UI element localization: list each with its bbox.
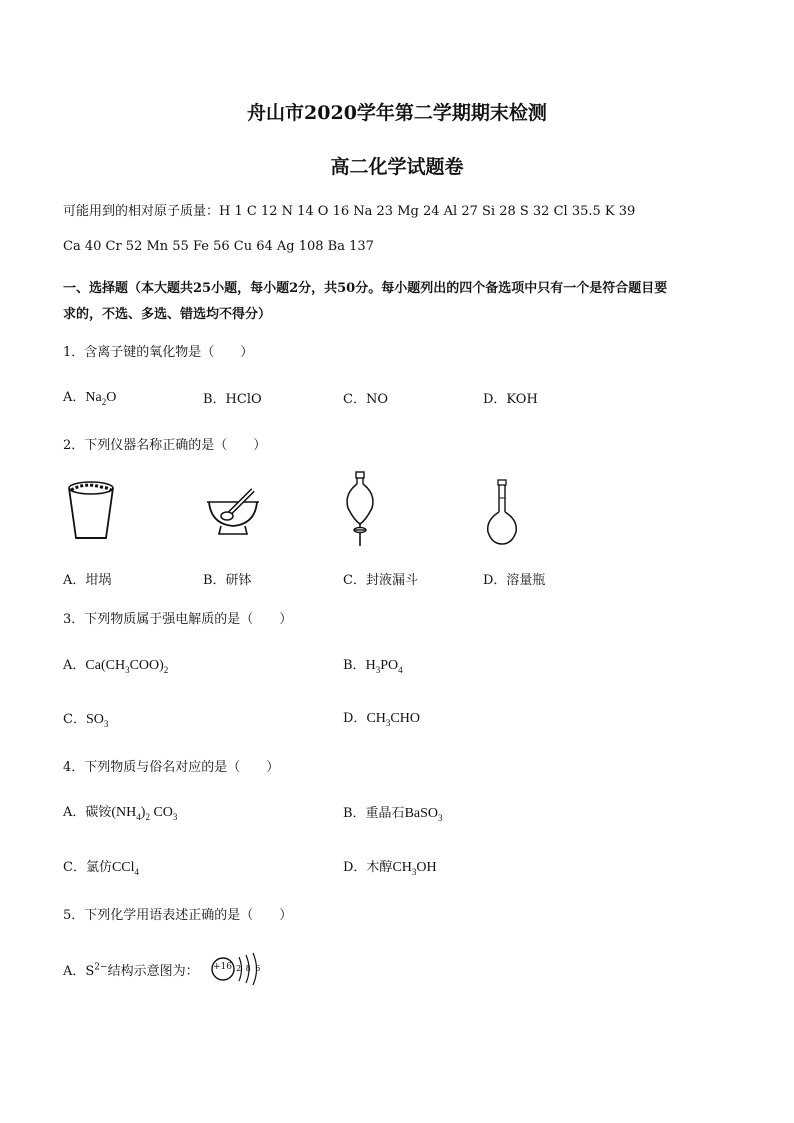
q4-option-a[interactable]: A．碳铵$(NH_4)_2$ $CO_3$	[63, 805, 178, 822]
page-title: 舟山市2020学年第二学期期末检测	[247, 102, 547, 124]
atomic-masses-line1: 可能用到的相对原子质量：H 1 C 12 N 14 O 16 Na 23 Mg 24 Al 27 Si 28 S 32 Cl 35.5 K 39	[63, 204, 636, 219]
q3-option-d[interactable]: D．$CH_3CHO$	[343, 711, 420, 728]
q2-option-a[interactable]: A．坩埚	[63, 573, 112, 588]
section-header-line2: 求的，不选、多选、错选均不得分）	[63, 307, 272, 322]
q4-option-c[interactable]: C．氯仿CCl$_4$	[63, 860, 140, 877]
q3-option-a[interactable]: A．$Ca(CH_3COO)_2$	[63, 658, 169, 675]
q1-option-d[interactable]: D．KOH	[483, 392, 538, 407]
atomic-masses-line2: Ca 40 Cr 52 Mn 55 Fe 56 Cu 64 Ag 108 Ba 137	[63, 239, 374, 254]
q2-option-d[interactable]: D．溶量瓶	[483, 573, 546, 588]
q3-option-b[interactable]: B．$H_3PO_4$	[343, 658, 403, 675]
q1-option-c[interactable]: C．NO	[343, 392, 388, 407]
q5-option-a[interactable]: A．$S^{2-}$结构示意图为：	[63, 962, 199, 979]
q3-stem: 3．下列物质属于强电解质的是（ ）	[63, 612, 293, 627]
q2-option-b[interactable]: B．研钵	[203, 573, 252, 588]
q4-option-d[interactable]: D．木醇$CH_3OH$	[343, 860, 437, 877]
page-subtitle: 高二化学试题卷	[330, 156, 464, 178]
q4-option-b[interactable]: B．重晶石BaSO$_3$	[343, 806, 443, 823]
q2-option-c[interactable]: C．封液漏斗	[343, 573, 418, 588]
mortar-and-pestle-icon	[203, 484, 263, 540]
electron-shell-counts: 2 8 6	[236, 964, 262, 973]
q5-stem: 5．下列化学用语表述正确的是（ ）	[63, 908, 293, 923]
q4-stem: 4．下列物质与俗名对应的是（ ）	[63, 760, 280, 775]
nucleus-charge-label: +16	[213, 962, 232, 972]
separatory-funnel-icon	[340, 470, 380, 550]
section-header-line1: 一、选择题（本大题共25小题，每小题2分，共50分。每小题列出的四个备选项中只有一个是符合题目要	[63, 281, 668, 296]
sulfur-ion-structure-diagram	[209, 952, 265, 990]
q1-stem: 1．含离子键的氧化物是（ ）	[63, 345, 254, 360]
q2-stem: 2．下列仪器名称正确的是（ ）	[63, 438, 267, 453]
q1-option-b[interactable]: B．HClO	[203, 392, 262, 407]
volumetric-flask-icon	[484, 478, 520, 548]
crucible-icon	[63, 478, 119, 542]
q3-option-c[interactable]: C．$SO_3$	[63, 712, 109, 729]
q1-option-a[interactable]: A．$Na_2O$	[63, 390, 117, 407]
